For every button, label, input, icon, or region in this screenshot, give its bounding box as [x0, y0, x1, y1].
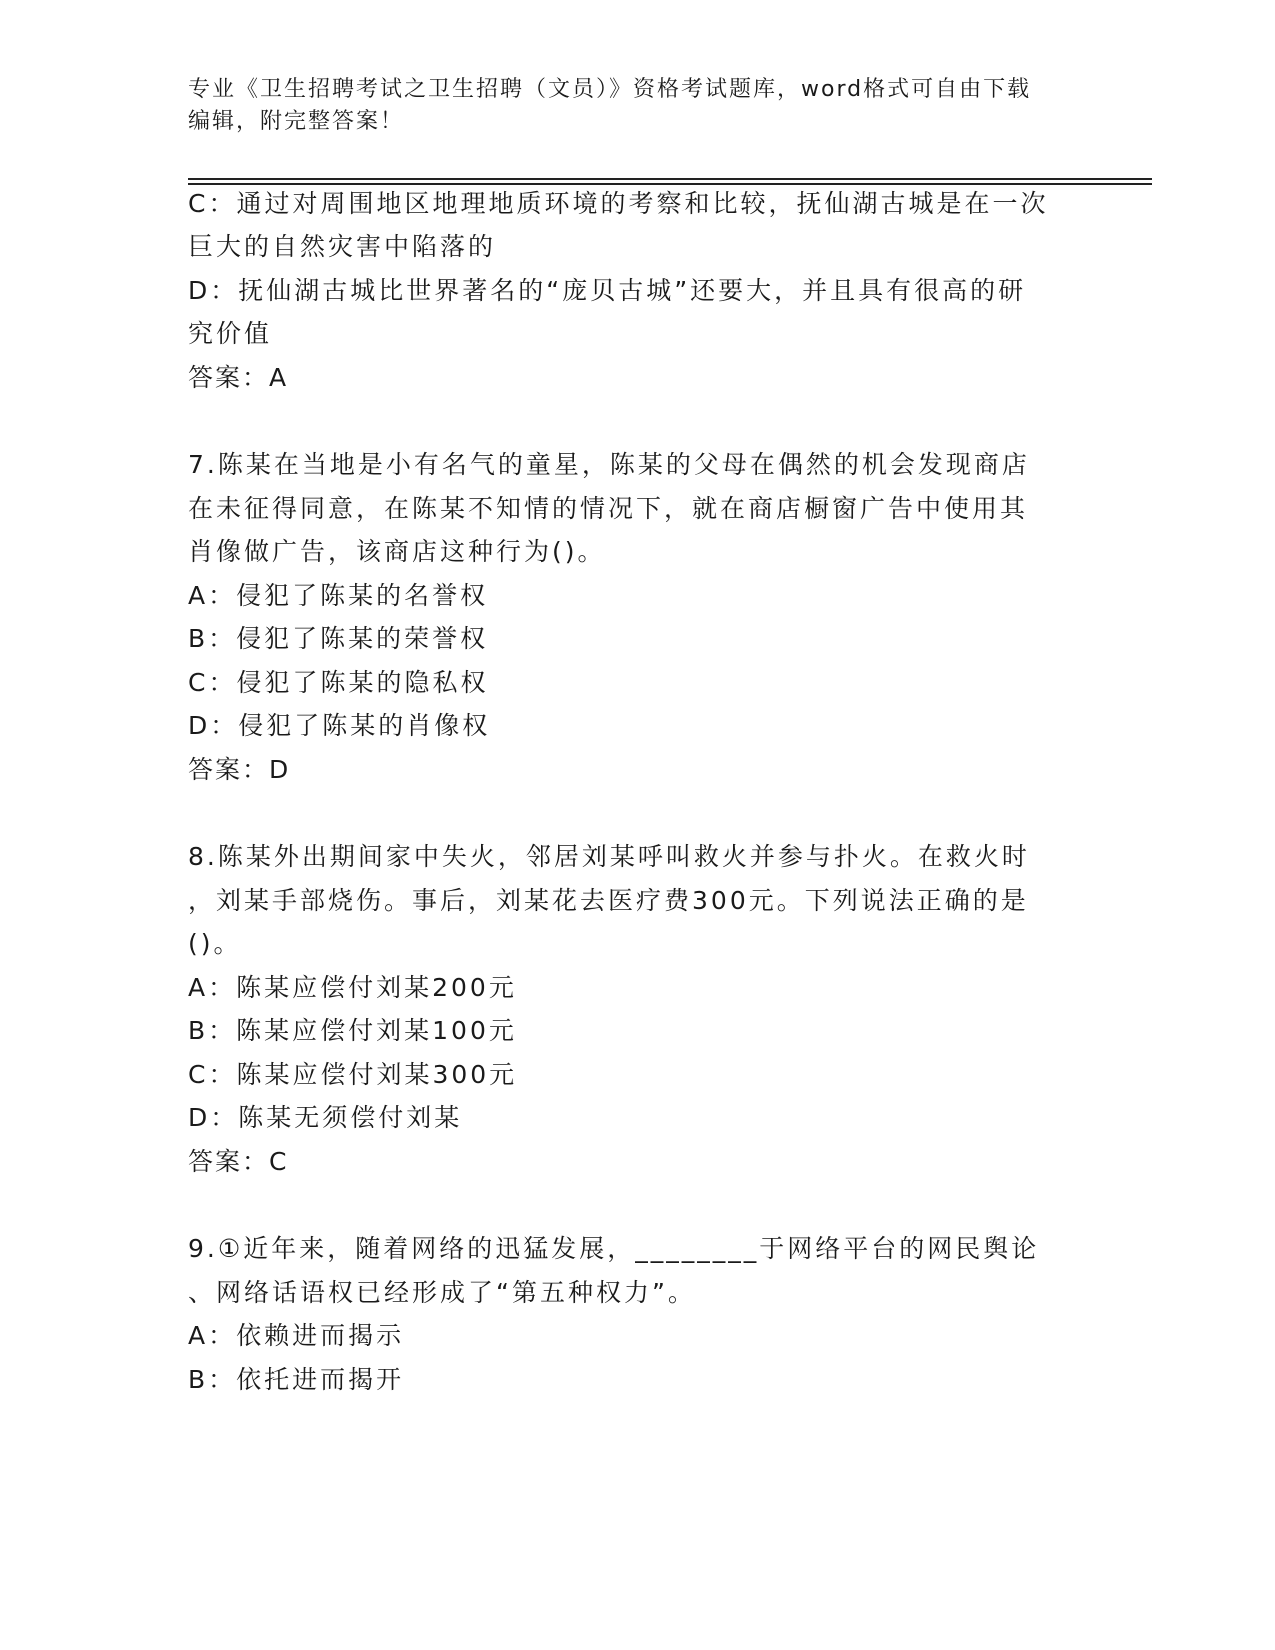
header-divider-top: [188, 178, 1152, 180]
q8-option-d: D：陈某无须偿付刘某: [188, 1103, 463, 1132]
q7-option-d: D：侵犯了陈某的肖像权: [188, 711, 491, 740]
q8-answer: 答案：C: [188, 1147, 289, 1176]
document-header: [188, 74, 1088, 138]
q6-option-c-line-1: C：通过对周围地区地理地质环境的考察和比较，抚仙湖古城是在一次: [188, 189, 1049, 218]
q7-stem-line-3: 肖像做广告，该商店这种行为()。: [188, 537, 606, 566]
q9-stem-line-2: 、网络话语权已经形成了“第五种权力”。: [188, 1278, 696, 1307]
q8-stem-line-2: ，刘某手部烧伤。事后，刘某花去医疗费300元。下列说法正确的是: [188, 886, 1029, 915]
q6-answer: 答案：A: [188, 363, 289, 392]
q8-option-b: B：陈某应偿付刘某100元: [188, 1016, 517, 1045]
header-line-2: 编辑，附完整答案！: [188, 109, 405, 134]
q6-option-c-line-2: 巨大的自然灾害中陷落的: [188, 232, 497, 261]
q7-stem-line-1: 7.陈某在当地是小有名气的童星，陈某的父母在偶然的机会发现商店: [188, 450, 1030, 479]
q6-option-d-line-2: 究价值: [188, 319, 273, 348]
q7-option-c: C：侵犯了陈某的隐私权: [188, 668, 489, 697]
q8-option-a: A：陈某应偿付刘某200元: [188, 973, 517, 1002]
q7-option-b: B：侵犯了陈某的荣誉权: [188, 624, 489, 653]
q9-option-b: B：依托进而揭开: [188, 1365, 405, 1394]
q6-option-d-line-1: D：抚仙湖古城比世界著名的“庞贝古城”还要大，并且具有很高的研: [188, 276, 1027, 305]
q9-stem-line-1: 9.①近年来，随着网络的迅猛发展，________于网络平台的网民舆论: [188, 1234, 1040, 1263]
header-divider-bottom: [188, 183, 1152, 185]
q7-option-a: A：侵犯了陈某的名誉权: [188, 581, 489, 610]
q7-answer: 答案：D: [188, 755, 291, 784]
q8-option-c: C：陈某应偿付刘某300元: [188, 1060, 518, 1089]
q7-stem-line-2: 在未征得同意，在陈某不知情的情况下，就在商店橱窗广告中使用其: [188, 494, 1029, 523]
q8-stem-line-1: 8.陈某外出期间家中失火，邻居刘某呼叫救火并参与扑火。在救火时: [188, 842, 1030, 871]
q8-stem-line-3: ()。: [188, 929, 242, 958]
q9-option-a: A：依赖进而揭示: [188, 1321, 405, 1350]
header-line-1: 专业《卫生招聘考试之卫生招聘（文员）》资格考试题库，word格式可自由下载: [188, 77, 1032, 102]
